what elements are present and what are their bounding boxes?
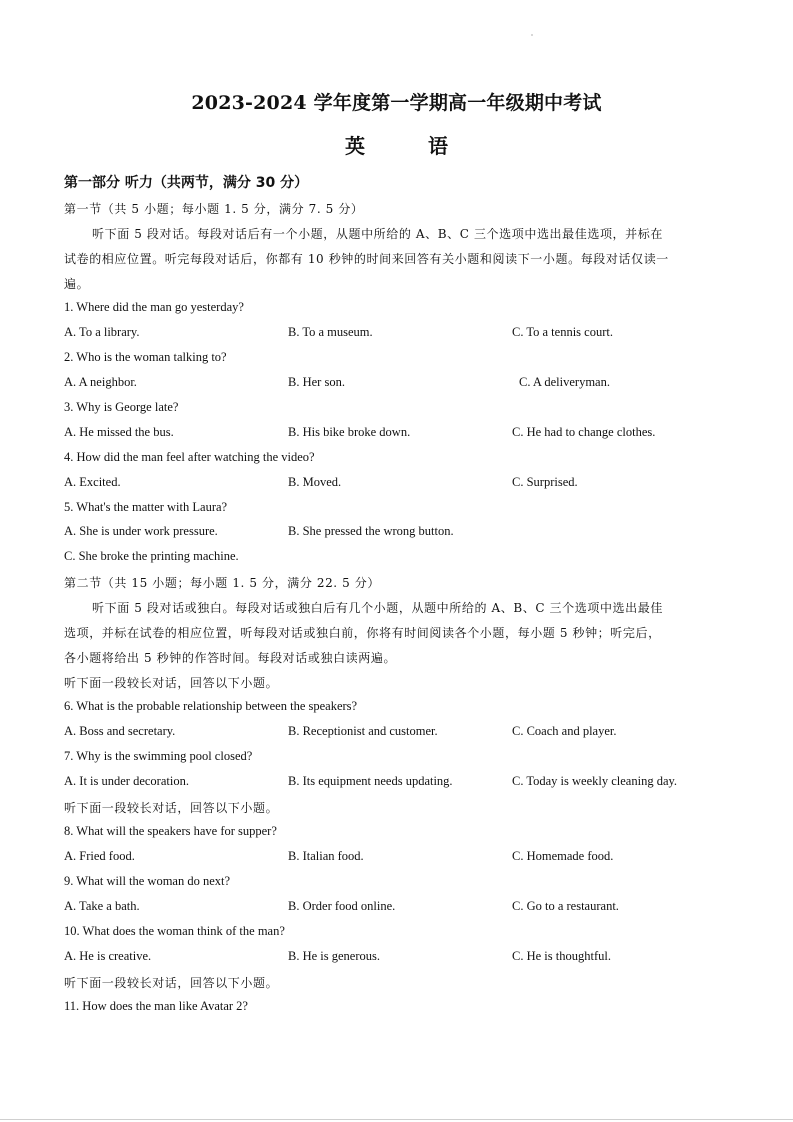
section1-instructions-line: 听下面 5 段对话。每段对话后有一个小题，从题中所给的 A、B、C 三个选项中选出最佳选项，并标在 bbox=[92, 227, 663, 241]
question-text: 2. Who is the woman talking to? bbox=[64, 350, 227, 364]
option-a: A. Fried food. bbox=[64, 849, 135, 863]
option-b: B. She pressed the wrong button. bbox=[288, 524, 454, 538]
scan-dot bbox=[531, 34, 533, 36]
listen-prompt: 听下面一段较长对话，回答以下小题。 bbox=[64, 976, 279, 990]
question-text: 1. Where did the man go yesterday? bbox=[64, 300, 244, 314]
section2-instructions-line: 听下面 5 段对话或独白。每段对话或独白后有几个小题，从题中所给的 A、B、C 三个选项中选出最佳 bbox=[92, 601, 663, 615]
question-text: 4. How did the man feel after watching the video? bbox=[64, 450, 315, 464]
option-a: A. Take a bath. bbox=[64, 899, 140, 913]
exam-subject: 英 语 bbox=[345, 134, 476, 158]
option-c: C. To a tennis court. bbox=[512, 325, 613, 339]
option-c: C. A deliveryman. bbox=[519, 375, 610, 389]
option-a: A. To a library. bbox=[64, 325, 140, 339]
question-text: 7. Why is the swimming pool closed? bbox=[64, 749, 253, 763]
question-text: 3. Why is George late? bbox=[64, 400, 179, 414]
question-text: 6. What is the probable relationship between the speakers? bbox=[64, 699, 358, 713]
option-b: B. Order food online. bbox=[288, 899, 396, 913]
option-b: B. Italian food. bbox=[288, 849, 364, 863]
option-b: B. Receptionist and customer. bbox=[288, 724, 438, 738]
option-c: C. Today is weekly cleaning day. bbox=[512, 774, 678, 788]
part1-heading: 第一部分 听力（共两节，满分 30 分） bbox=[64, 175, 309, 191]
option-a: A. She is under work pressure. bbox=[64, 524, 218, 538]
option-c: C. He is thoughtful. bbox=[512, 949, 611, 963]
question-text: 11. How does the man like Avatar 2? bbox=[64, 999, 248, 1013]
option-a: A. He missed the bus. bbox=[64, 425, 174, 439]
option-c: C. Coach and player. bbox=[512, 724, 617, 738]
option-c: C. Go to a restaurant. bbox=[512, 899, 619, 913]
option-a: A. Excited. bbox=[64, 475, 121, 489]
section1-heading: 第一节（共 5 小题；每小题 1. 5 分，满分 7. 5 分） bbox=[64, 202, 364, 216]
option-b: B. Her son. bbox=[288, 375, 345, 389]
section1-instructions-line: 遍。 bbox=[64, 277, 90, 291]
page-bottom-edge bbox=[0, 1119, 793, 1120]
option-c: C. He had to change clothes. bbox=[512, 425, 656, 439]
section2-heading: 第二节（共 15 小题；每小题 1. 5 分，满分 22. 5 分） bbox=[64, 576, 380, 590]
listen-prompt: 听下面一段较长对话，回答以下小题。 bbox=[64, 676, 279, 690]
option-a: A. Boss and secretary. bbox=[64, 724, 176, 738]
question-text: 5. What's the matter with Laura? bbox=[64, 500, 228, 514]
option-b: B. Its equipment needs updating. bbox=[288, 774, 453, 788]
option-a: A. He is creative. bbox=[64, 949, 152, 963]
exam-title: 2023-2024 学年度第一学期高一年级期中考试 bbox=[191, 92, 602, 114]
question-text: 10. What does the woman think of the man? bbox=[64, 924, 285, 938]
option-a: A. A neighbor. bbox=[64, 375, 137, 389]
option-c: C. Surprised. bbox=[512, 475, 578, 489]
section2-instructions-line: 选项，并标在试卷的相应位置，听每段对话或独白前，你将有时间阅读各个小题，每小题 5 秒钟；听完后， bbox=[64, 626, 661, 640]
question-text: 9. What will the woman do next? bbox=[64, 874, 231, 888]
option-b: B. Moved. bbox=[288, 475, 342, 489]
section1-instructions-line: 试卷的相应位置。听完每段对话后，你都有 10 秒钟的时间来回答有关小题和阅读下一小题。每段对话仅读一 bbox=[64, 252, 669, 266]
option-b: B. His bike broke down. bbox=[288, 425, 411, 439]
option-a: A. It is under decoration. bbox=[64, 774, 189, 788]
listen-prompt: 听下面一段较长对话，回答以下小题。 bbox=[64, 801, 279, 815]
option-c: C. She broke the printing machine. bbox=[64, 549, 239, 563]
question-text: 8. What will the speakers have for supper? bbox=[64, 824, 277, 838]
option-b: B. To a museum. bbox=[288, 325, 373, 339]
section2-instructions-line: 各小题将给出 5 秒钟的作答时间。每段对话或独白读两遍。 bbox=[64, 651, 397, 665]
option-c: C. Homemade food. bbox=[512, 849, 614, 863]
option-b: B. He is generous. bbox=[288, 949, 380, 963]
